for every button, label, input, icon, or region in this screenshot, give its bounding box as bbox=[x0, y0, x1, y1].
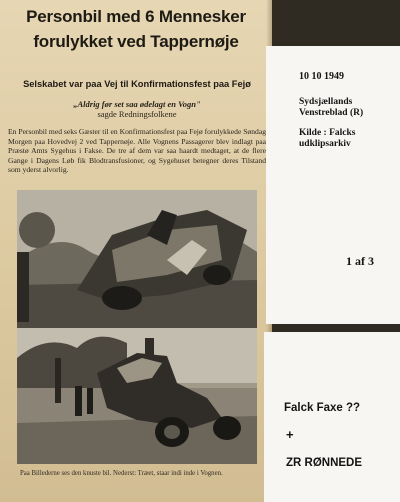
publication-date: 10 10 1949 bbox=[299, 71, 344, 82]
quote-block bbox=[10, 99, 264, 119]
notes-card bbox=[264, 332, 400, 502]
photo-caption: Paa Billederne ses den knuste bil. Nederst: Træet, staar indi inde i Vognen. bbox=[20, 470, 223, 477]
crash-photo-bottom bbox=[17, 328, 257, 464]
note-falck-faxe: Falck Faxe ?? bbox=[284, 402, 361, 414]
headline: Personbil med 6 Mennesker forulykket ved Tappernøje bbox=[26, 7, 246, 51]
archive-source: Kilde : Falcks udklipsarkiv bbox=[299, 128, 356, 149]
quote-text: „Aldrig før set saa ødelagt en Vogn" bbox=[73, 99, 201, 109]
crash-photo-top bbox=[17, 190, 257, 330]
note-zr-ronnede: ZR RØNNEDE bbox=[286, 457, 363, 469]
page-counter: 1 af 3 bbox=[346, 254, 374, 268]
archive-metadata-card bbox=[266, 46, 400, 324]
newspaper-source: Sydsjællands Venstreblad (R) bbox=[299, 97, 364, 118]
article-body: En Personbil med seks Gæster til en Konfirmationsfest paa Fejø forulykkede Søndag Morgen paa Hovedvej 2 ved Tappernøje. Alle Vognens Passagerer blev indlagt paa Præstø Amts Sygehus i Fakse. De tre af dem var saa haardt medtaget, at de flere Gange i Dagens Løb fik Blodtransfusioner, og Sygehuset betegner deres Tilstand som yderst alvorlig. bbox=[8, 127, 266, 175]
subheadline: Selskabet var paa Vej til Konfirmationsfest paa Fejø bbox=[23, 79, 251, 89]
note-plus: + bbox=[286, 427, 294, 442]
quote-attribution: sagde Redningsfolkene bbox=[97, 109, 177, 119]
